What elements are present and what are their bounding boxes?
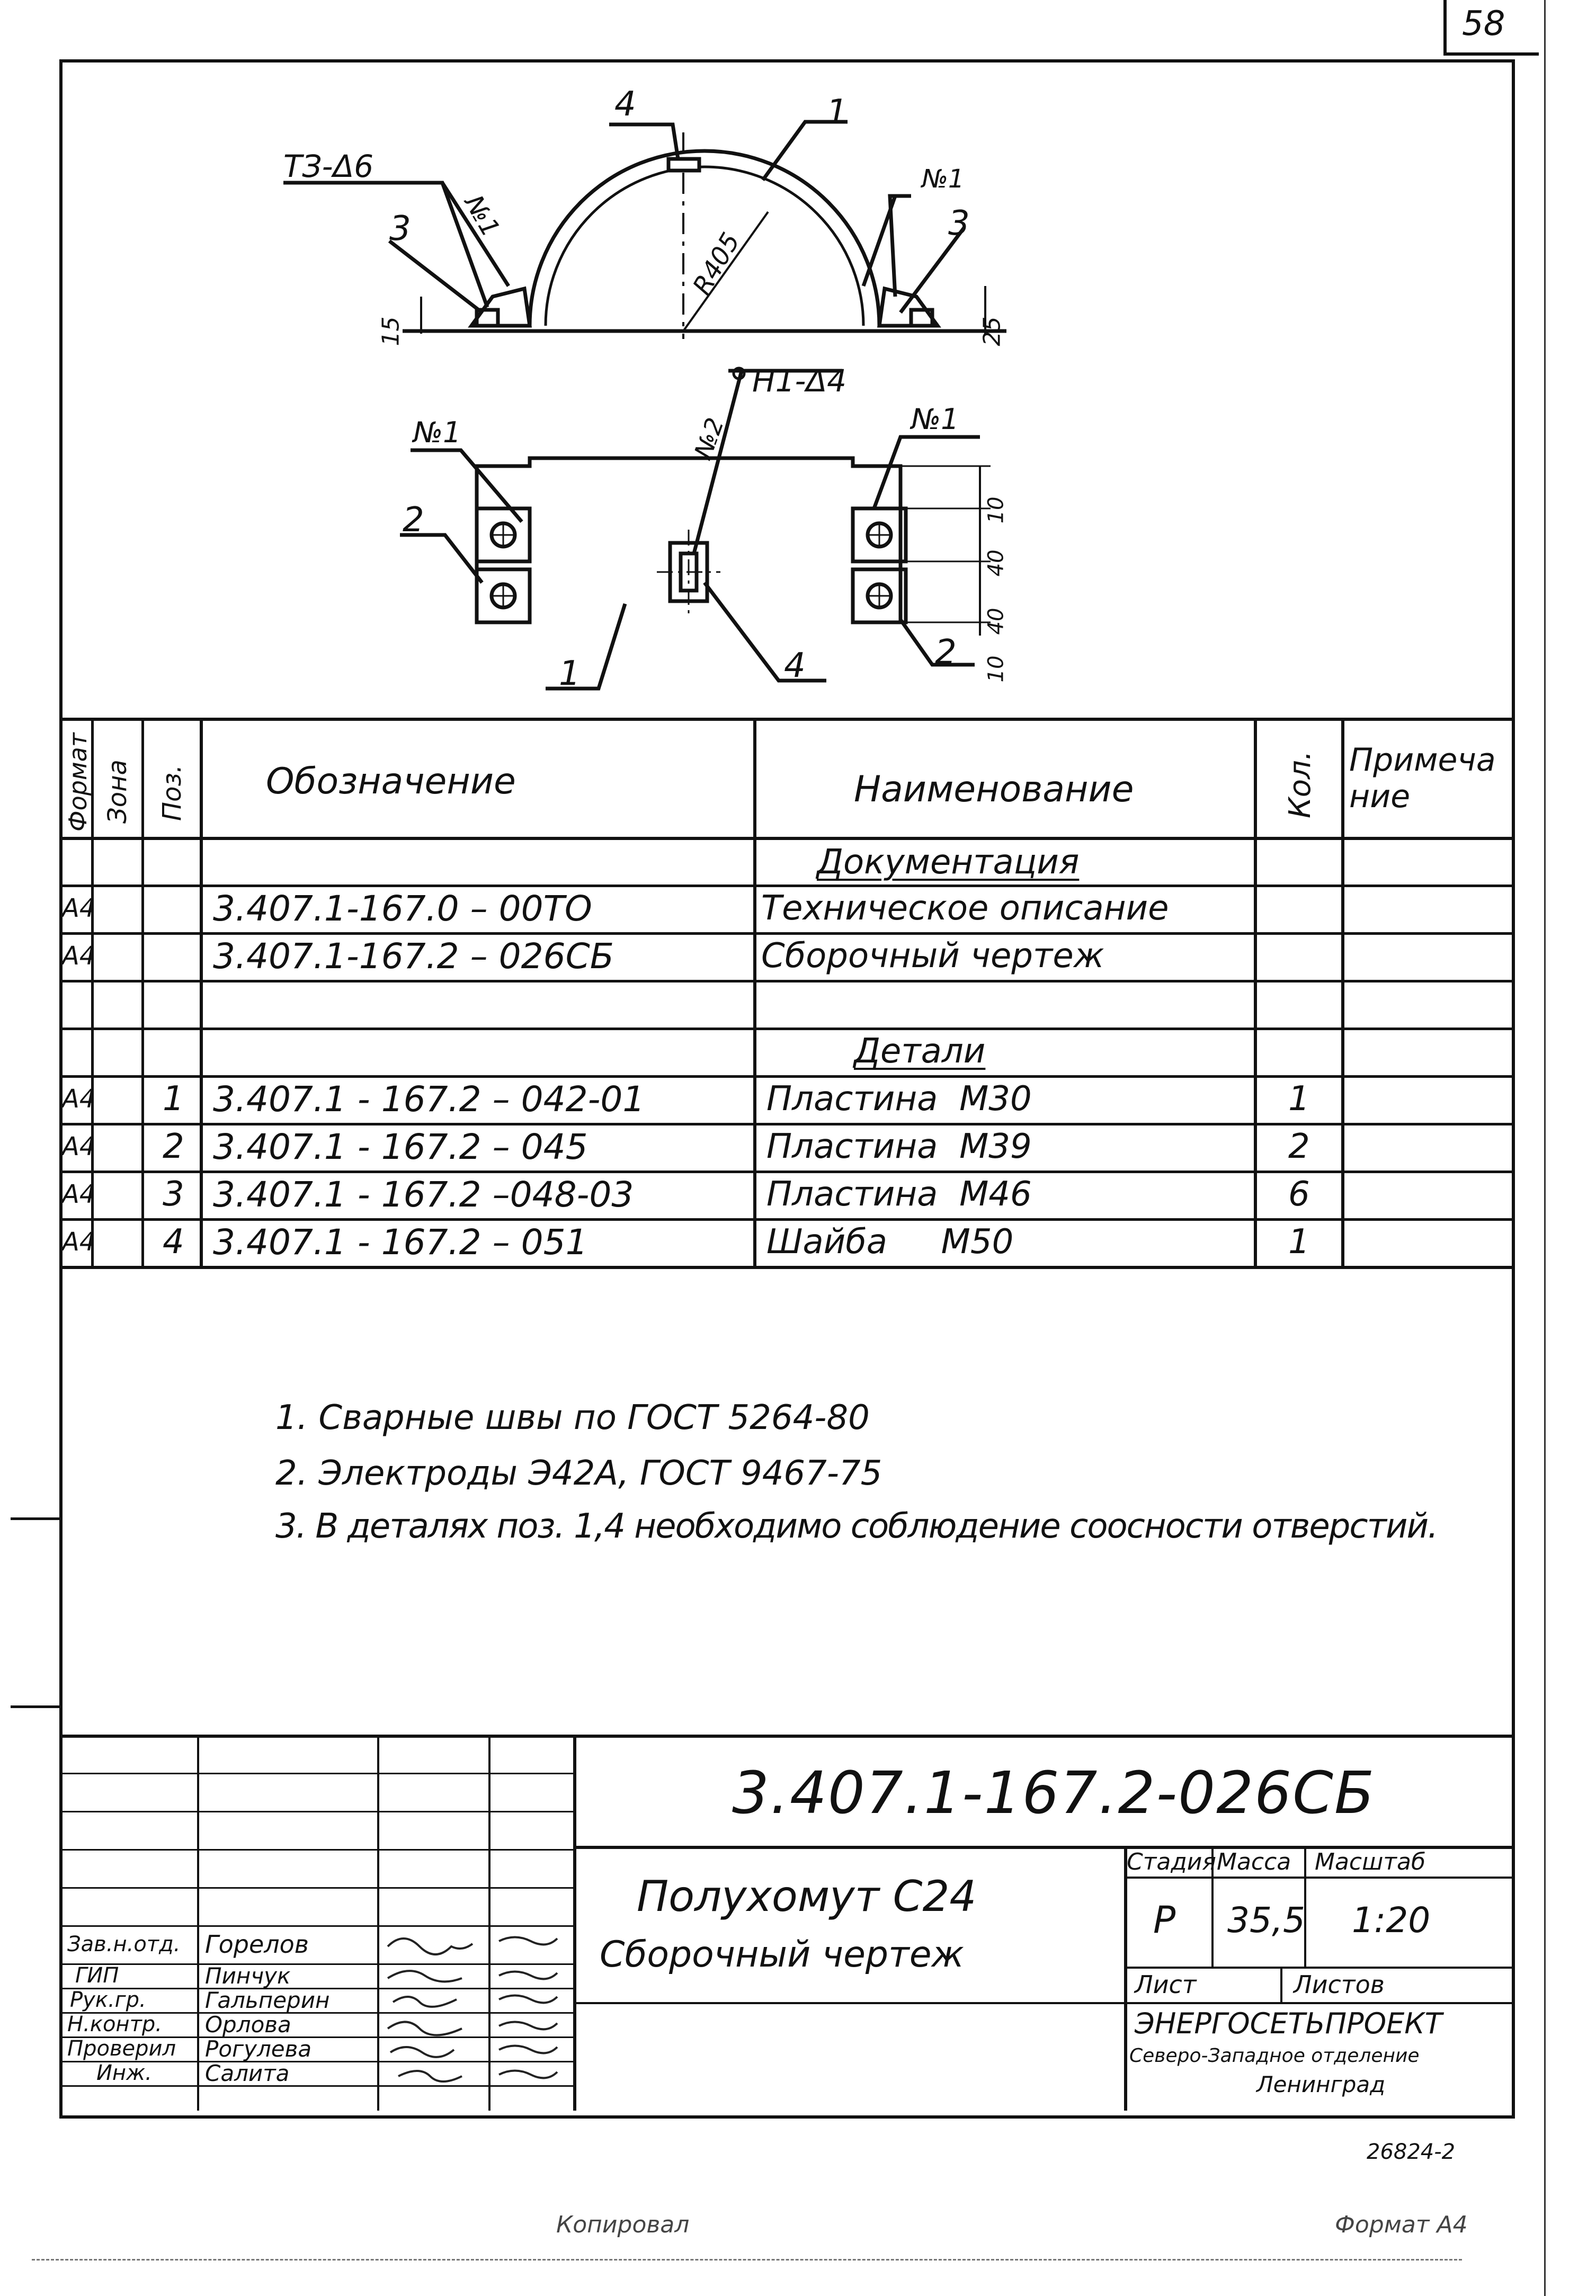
detail-row-3-format: А4 [62, 1180, 96, 1209]
signer-role-6: Инж. [96, 2061, 152, 2085]
title-line-2: Сборочный чертеж [600, 1933, 964, 1976]
mass-label: Масса [1217, 1848, 1291, 1875]
label-weld-no1-plan-left: №1 [413, 416, 461, 449]
header-note: Примечание [1349, 741, 1496, 815]
org-line-3: Ленинград [1256, 2071, 1386, 2097]
detail-row-2-name: Пластина М39 [766, 1127, 1032, 1166]
note-2: 2. Электроды Э42А, ГОСТ 9467-75 [275, 1454, 882, 1493]
signer-role-5: Проверил [67, 2036, 176, 2061]
detail-row-1-format: А4 [62, 1084, 96, 1114]
footer-copied: Копировал [556, 2211, 690, 2238]
doc-row-2-name: Сборочный чертеж [761, 936, 1104, 976]
org-line-2: Северо-Западное отделение [1129, 2044, 1420, 2067]
detail-row-3-designation: 3.407.1 - 167.2 –048-03 [213, 1174, 634, 1215]
label-dim-10-bottom: 10 [984, 655, 1009, 683]
label-dim-25: 25 [978, 316, 1006, 346]
header-qty: Кол. [1283, 751, 1317, 818]
label-part-1-plan: 1 [559, 654, 581, 693]
signer-name-6: Салита [205, 2060, 290, 2086]
note-3: 3. В деталях поз. 1,4 необходимо соблюдение соосности отверстий. [275, 1507, 1438, 1546]
header-name: Наименование [854, 768, 1134, 810]
signer-name-5: Рогулева [205, 2035, 312, 2062]
label-weld-no1-left: №1 [458, 190, 506, 242]
org-line-1: ЭНЕРГОСЕТЬПРОЕКТ [1135, 2006, 1442, 2040]
signer-name-1: Горелов [205, 1930, 309, 1959]
doc-code: 3.407.1-167.2-026СБ [732, 1759, 1376, 1827]
detail-row-3-pos: 3 [163, 1175, 184, 1214]
detail-row-2-pos: 2 [163, 1127, 184, 1166]
signer-name-2: Пинчук [205, 1962, 291, 1989]
label-dim-40-a: 40 [984, 549, 1009, 577]
detail-row-4-qty: 1 [1288, 1222, 1310, 1262]
label-dim-40-b: 40 [984, 607, 1009, 635]
signer-role-2: ГИП [75, 1963, 119, 1988]
detail-row-2-qty: 2 [1288, 1127, 1310, 1166]
footer-stamp: 26824-2 [1367, 2140, 1456, 2164]
signatures [377, 1925, 573, 2089]
margin-mark-2 [11, 1705, 59, 1708]
detail-row-1-qty: 1 [1288, 1079, 1310, 1119]
detail-row-2-format: А4 [62, 1132, 96, 1162]
scale-label: Масштаб [1315, 1848, 1426, 1875]
sheets-label: Листов [1294, 1970, 1385, 1999]
label-part-3-left: 3 [389, 209, 411, 248]
detail-row-2-designation: 3.407.1 - 167.2 – 045 [213, 1126, 588, 1167]
detail-row-4-pos: 4 [163, 1222, 184, 1262]
doc-row-2-format: А4 [62, 941, 96, 971]
signer-role-4: Н.контр. [67, 2012, 162, 2036]
detail-row-3-name: Пластина М46 [766, 1175, 1032, 1214]
footer-format: Формат А4 [1335, 2211, 1468, 2238]
label-part-2-right: 2 [935, 633, 957, 672]
section-details: Детали [854, 1032, 986, 1071]
sheet-label: Лист [1135, 1970, 1197, 1999]
label-weld-h1: Н1-Δ4 [752, 363, 847, 399]
label-weld-no1-plan-right: №1 [911, 403, 959, 436]
label-weld-no2: №2 [688, 414, 730, 462]
label-part-1-top: 1 [826, 93, 848, 132]
signer-name-4: Орлова [205, 2011, 291, 2038]
footer-rule [32, 2259, 1462, 2261]
doc-row-2-designation: 3.407.1-167.2 – 026СБ [213, 935, 614, 977]
doc-row-1-name: Техническое описание [761, 889, 1169, 928]
header-format: Формат [64, 732, 92, 832]
detail-row-4-name: Шайба М50 [766, 1222, 1014, 1262]
label-part-4-plan: 4 [784, 646, 806, 685]
assembly-drawing [0, 0, 1596, 710]
signer-name-3: Гальперин [205, 1987, 330, 2013]
page-number: 58 [1462, 4, 1505, 43]
label-part-4-top: 4 [614, 85, 636, 124]
title-line-1: Полухомут С24 [637, 1871, 977, 1921]
detail-row-3-qty: 6 [1288, 1175, 1310, 1214]
label-weld-no1-right: №1 [922, 164, 965, 194]
stage-value: Р [1153, 1898, 1176, 1942]
note-1: 1. Сварные швы по ГОСТ 5264-80 [275, 1398, 870, 1437]
label-part-3-right: 3 [948, 204, 970, 243]
detail-row-4-format: А4 [62, 1227, 96, 1257]
label-part-2-left: 2 [403, 501, 424, 540]
detail-row-1-designation: 3.407.1 - 167.2 – 042-01 [213, 1078, 645, 1120]
title-block [59, 1735, 1515, 2119]
scale-value: 1:20 [1352, 1899, 1431, 1941]
section-documentation: Документация [817, 843, 1080, 882]
header-zone: Зона [103, 760, 132, 824]
doc-row-1-format: А4 [62, 894, 96, 923]
signer-role-1: Зав.н.отд. [67, 1932, 181, 1956]
stage-label: Стадия [1127, 1848, 1216, 1875]
spec-table [59, 718, 1515, 1385]
header-designation: Обозначение [266, 760, 516, 802]
label-dim-10-top: 10 [984, 496, 1009, 524]
margin-mark-1 [11, 1517, 59, 1520]
doc-row-1-designation: 3.407.1-167.0 – 00ТО [213, 888, 592, 929]
label-weld-t3: ТЗ-Δ6 [283, 148, 374, 184]
mass-value: 35,5 [1227, 1899, 1305, 1941]
detail-row-1-name: Пластина М30 [766, 1079, 1032, 1119]
label-dim-15: 15 [377, 316, 405, 346]
label-radius: R405 [686, 227, 746, 300]
detail-row-1-pos: 1 [163, 1079, 184, 1119]
detail-row-4-designation: 3.407.1 - 167.2 – 051 [213, 1221, 588, 1263]
signer-role-3: Рук.гр. [70, 1988, 146, 2012]
header-pos: Поз. [157, 764, 187, 821]
